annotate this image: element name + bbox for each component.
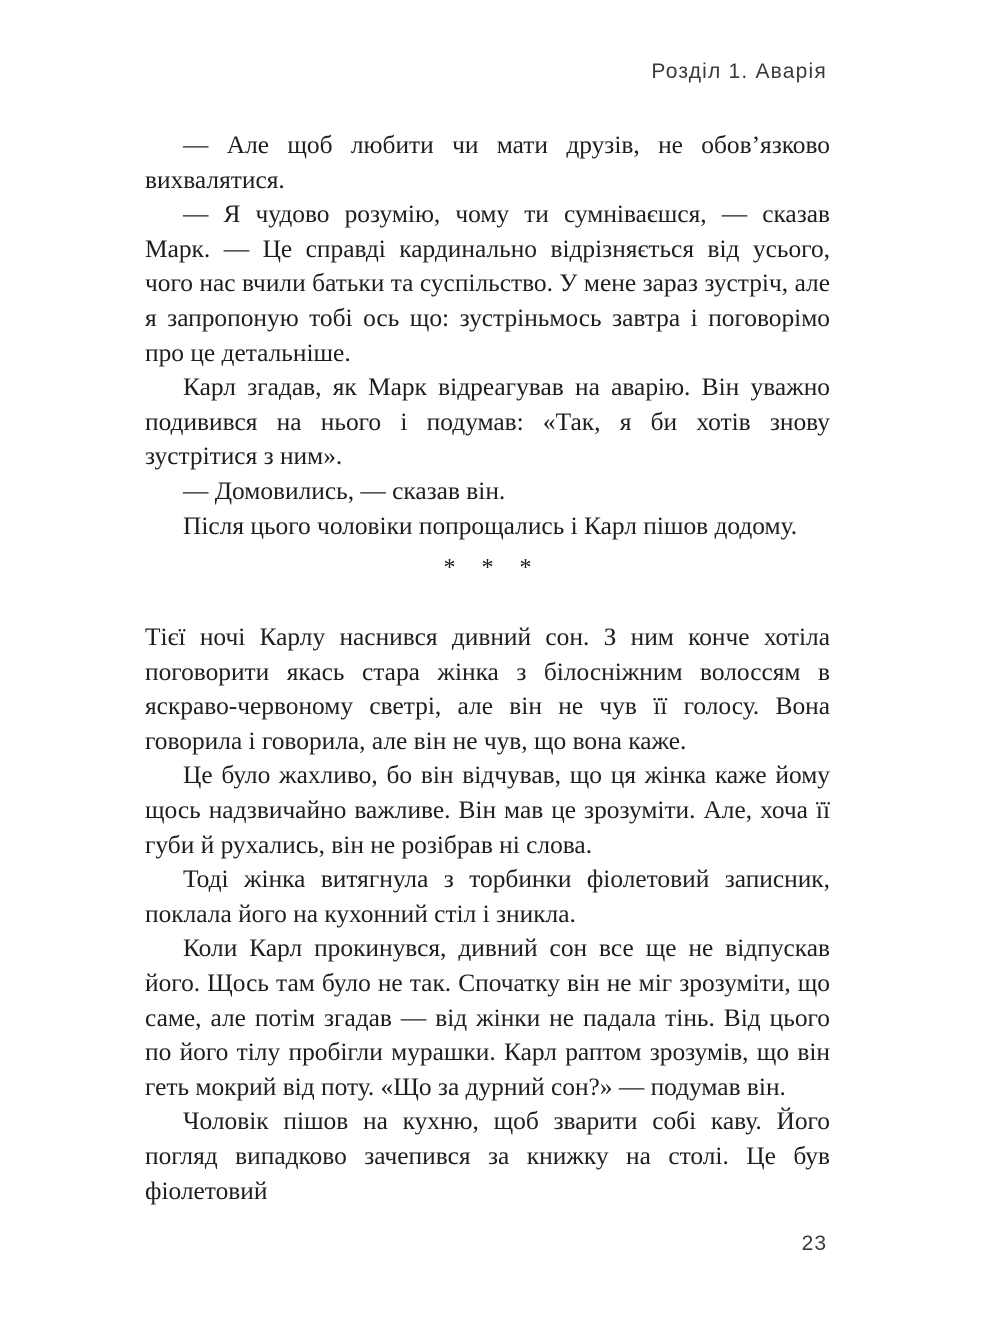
paragraph: Після цього чоловіки попрощались і Карл пішов додому. [183,511,798,540]
page-number: 23 [801,1232,827,1255]
paragraph: Коли Карл прокинувся, дивний сон все ще не відпускав його. Щось там було не так. Спочатку він не міг зрозуміти, що саме, але потім згадав — від жінки не падала тінь. Від цього по його тілу пробігли мурашки. Карл раптом зрозумів, що він геть мокрий від поту. «Що за дурний сон?» — подумав він. [145,934,830,1101]
section-two [145,620,830,1208]
section-one [145,128,830,543]
paragraph: — Я чудово розумію, чому ти сумніваєшся, — сказав Марк. — Це справді кардинально відрізняється від усього, чого нас вчили батьки та суспільство. У мене зараз зустріч, але я запропоную тобі ось що: зустріньмось завтра і поговорімо про це детальніше. [145,200,830,367]
paragraph: Тієї ночі Карлу наснився дивний сон. З ним конче хотіла поговорити якась стара жінка з білосніжним волоссям в яскраво-червоному светрі, але він не чув її голосу. Вона говорила і говорила, але він не чув, що вона каже. [145,623,830,755]
paragraph: Тоді жінка витягнула з торбинки фіолетовий записник, поклала його на кухонний стіл і зникла. [145,865,830,928]
scene-break: * * * [443,555,542,581]
running-header: Розділ 1. Аварія [651,60,827,83]
paragraph: Це було жахливо, бо він відчував, що ця жінка каже йому щось надзвичайно важливе. Він мав це зрозуміти. Але, хоча її губи й рухались, він не розібрав ні слова. [145,761,830,859]
paragraph: Чоловік пішов на кухню, щоб зварити собі каву. Його погляд випадково зачепився за книжку на столі. Це був фіолетовий [145,1107,830,1205]
paragraph: Карл згадав, як Марк відреагував на аварію. Він уважно подивився на нього і подумав: «Так, я би хотів знову зустрітися з ним». [145,373,830,471]
paragraph: — Але щоб любити чи мати друзів, не обов’язково вихвалятися. [145,131,830,194]
paragraph: — Домовились, — сказав він. [183,476,506,505]
